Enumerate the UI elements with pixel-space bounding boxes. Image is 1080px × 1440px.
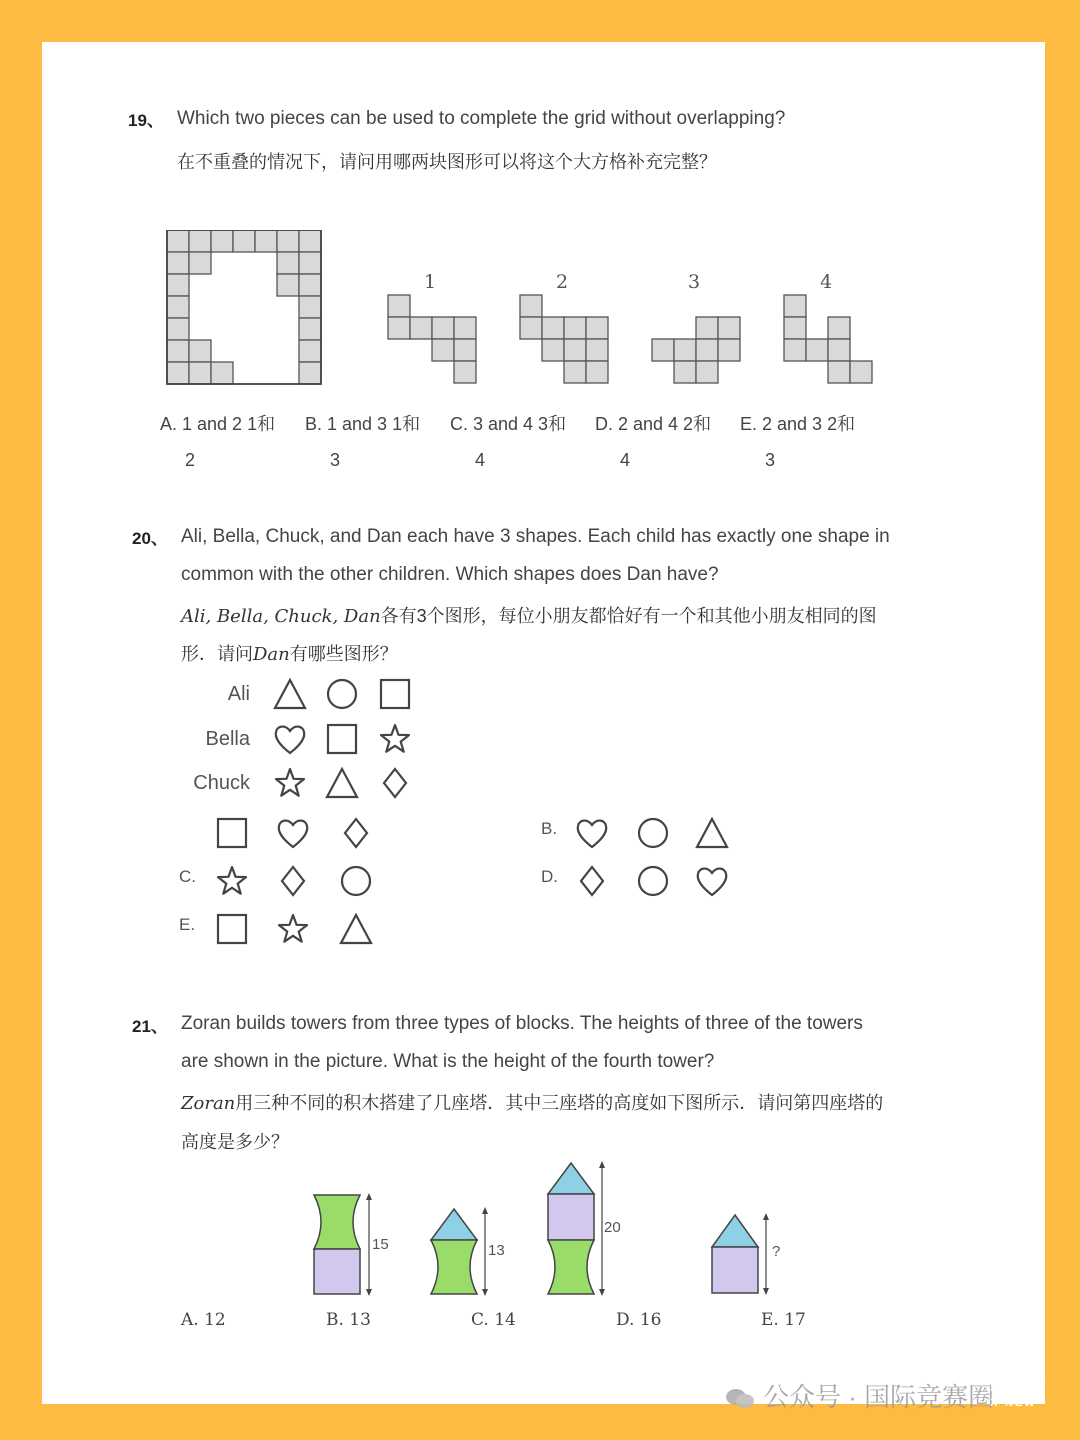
- q21-text-cn-2: 高度是多少？: [181, 1132, 289, 1152]
- heart-icon: [698, 869, 726, 895]
- triangle-icon: [275, 680, 305, 708]
- square-icon: [218, 915, 246, 943]
- square-icon: [218, 819, 246, 847]
- q19-option-d-cont: 4: [620, 450, 631, 470]
- triangle-block: [431, 1209, 477, 1240]
- triangle-icon: [697, 819, 727, 847]
- hourglass-block: [314, 1195, 360, 1249]
- hourglass-block: [431, 1240, 477, 1294]
- brand-logo: [990, 1376, 1046, 1412]
- q19-option-b-cont: 3: [330, 450, 341, 470]
- tower-3-height: 20: [604, 1219, 621, 1236]
- star-icon: [381, 725, 409, 752]
- q20-text-en-1: Ali, Bella, Chuck, and Dan each have 3 shapes. Each child has exactly one shape in: [181, 526, 890, 547]
- child-name-chuck: Chuck: [193, 772, 250, 794]
- wechat-icon: [725, 1385, 755, 1407]
- q21-option-e[interactable]: E. 17: [761, 1310, 806, 1330]
- square-icon: [328, 725, 356, 753]
- triangle-block: [712, 1215, 758, 1247]
- piece-label-2: 2: [555, 271, 569, 293]
- tower-1: [314, 1193, 389, 1296]
- q21-text-en-2: are shown in the picture. What is the height of the fourth tower?: [181, 1051, 715, 1072]
- q21-option-d[interactable]: D. 16: [616, 1310, 662, 1330]
- q21-option-a[interactable]: A. 12: [181, 1310, 226, 1330]
- q21-option-b[interactable]: B. 13: [326, 1310, 371, 1330]
- hourglass-block: [548, 1240, 594, 1294]
- q20-number: 20、: [132, 529, 168, 548]
- square-block: [712, 1247, 758, 1293]
- child-name-ali: Ali: [227, 683, 250, 705]
- q19-text-en: Which two pieces can be used to complete the grid without overlapping?: [177, 108, 786, 129]
- diamond-icon: [384, 769, 406, 797]
- q19-text-cn: 在不重叠的情况下，请问用哪两块图形可以将这个大方格补充完整？: [177, 152, 717, 172]
- circle-icon: [639, 867, 667, 895]
- circle-icon: [328, 680, 356, 708]
- q19-option-d[interactable]: D. 2 and 4 2和: [595, 414, 712, 434]
- q21-towers-figure: [302, 1152, 802, 1302]
- q19-option-b[interactable]: B. 1 and 3 1和: [305, 414, 421, 434]
- q20-cn-2-pre: 形．请问: [181, 644, 253, 664]
- q19-option-a[interactable]: A. 1 and 2 1和: [160, 414, 276, 434]
- tower-1-height: 15: [372, 1236, 389, 1253]
- star-icon: [218, 867, 246, 894]
- tower-2: [431, 1207, 505, 1296]
- q20-cn-2-post: 有哪些图形？: [289, 644, 398, 664]
- star-icon: [276, 769, 304, 796]
- square-icon: [381, 680, 409, 708]
- circle-icon: [639, 819, 667, 847]
- q20-cn-1-rest: 各有3个图形，每位小朋友都恰好有一个和其他小朋友相同的图: [380, 606, 877, 626]
- q21-option-c[interactable]: C. 14: [471, 1310, 516, 1330]
- q19-option-e[interactable]: E. 2 and 3 2和: [740, 414, 856, 434]
- child-name-bella: Bella: [205, 728, 250, 750]
- q21-number: 21、: [132, 1017, 168, 1036]
- q20-option-e-label[interactable]: E.: [179, 915, 196, 934]
- circle-icon: [342, 867, 370, 895]
- q21-cn-1-rest: 用三种不同的积木搭建了几座塔．其中三座塔的高度如下图所示．请问第四座塔的: [235, 1093, 884, 1113]
- q20-option-d-label[interactable]: D.: [541, 867, 558, 886]
- piece-label-3: 3: [687, 271, 701, 293]
- square-block: [548, 1194, 594, 1240]
- watermark-text: 公众号 · 国际竞赛圈: [763, 1382, 995, 1412]
- q20-names: Ali, Bella, Chuck, Dan: [181, 606, 381, 627]
- q20-option-c-label[interactable]: C.: [179, 867, 196, 886]
- q21-text-cn-1: [181, 1089, 883, 1115]
- piece-label-4: 4: [819, 271, 833, 293]
- triangle-block: [548, 1163, 594, 1194]
- q19-option-c[interactable]: C. 3 and 4 3和: [450, 414, 567, 434]
- q19-option-e-cont: 3: [765, 450, 776, 470]
- triangle-icon: [327, 769, 357, 797]
- worksheet-page: [42, 42, 1045, 1404]
- q21-zoran: Zoran: [181, 1093, 236, 1114]
- tower-4: [712, 1213, 780, 1295]
- heart-icon: [578, 821, 606, 847]
- q20-text-en-2: common with the other children. Which shapes does Dan have?: [181, 564, 719, 585]
- star-icon: [279, 915, 307, 942]
- q21-text-en-1: Zoran builds towers from three types of blocks. The heights of three of the towers: [181, 1013, 863, 1034]
- diamond-icon: [581, 867, 603, 895]
- q20-option-b-label[interactable]: B.: [541, 819, 558, 838]
- heart-icon: [279, 821, 307, 847]
- q19-option-a-cont: 2: [185, 450, 196, 470]
- heart-icon: [276, 727, 304, 753]
- brand-en: X-NEW: [990, 1397, 1037, 1409]
- brand-cn: 鲸千教育: [990, 1377, 1046, 1393]
- diamond-icon: [282, 867, 304, 895]
- square-block: [314, 1249, 360, 1294]
- diamond-icon: [345, 819, 367, 847]
- piece-label-1: 1: [423, 271, 437, 293]
- q19-option-c-cont: 4: [475, 450, 486, 470]
- triangle-icon: [341, 915, 371, 943]
- tower-4-height: ?: [772, 1243, 781, 1260]
- tower-2-height: 13: [488, 1242, 505, 1259]
- q20-dan: Dan: [253, 644, 290, 665]
- tower-3: [548, 1161, 621, 1296]
- q19-number: 19、: [128, 111, 164, 130]
- watermark: [725, 1377, 994, 1414]
